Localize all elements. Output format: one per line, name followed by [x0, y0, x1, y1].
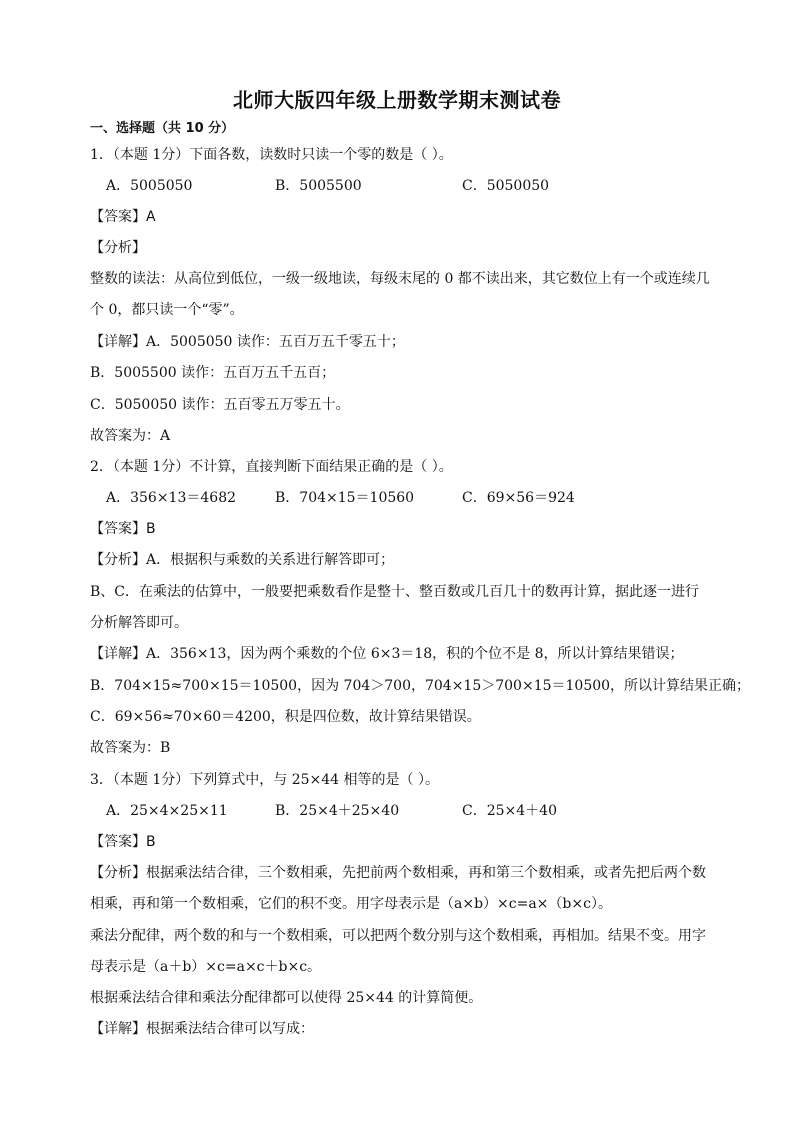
q3-analysis-line: 乘法分配律，两个数的和与一个数相乘，可以把两个数分别与这个数相乘，再相加。结果不变。用字 — [90, 928, 706, 944]
q3-detail-line: 【详解】根据乘法结合律可以写成： — [90, 1021, 314, 1037]
q3-option-a: A．25×4×25×11 — [106, 803, 228, 819]
q1-option-b: B．5005500 — [275, 178, 362, 194]
q2-answer: 【答案】B — [90, 521, 156, 537]
q3-answer: 【答案】B — [90, 834, 156, 850]
q2-option-b: B．704×15＝10560 — [275, 490, 415, 506]
q1-analysis-line: 整数的读法：从高位到低位，一级一级地读，每级末尾的 0 都不读出来，其它数位上有一个或连续几 — [90, 271, 710, 287]
q1-detail-line: 【详解】A．5005050 读作：五百万五千零五十； — [90, 334, 405, 350]
q3-analysis-line: 【分析】根据乘法结合律，三个数相乘，先把前两个数相乘，再和第三个数相乘，或者先把后两个数 — [90, 865, 706, 881]
q2-analysis-line: 分析解答即可。 — [90, 615, 188, 631]
q1-option-a: A．5005050 — [106, 178, 193, 194]
q1-option-c: C．5050050 — [462, 178, 550, 194]
q2-detail-line: C．69×56≈70×60＝4200，积是四位数，故计算结果错误。 — [90, 709, 481, 725]
q2-analysis-line: 【分析】A．根据积与乘数的关系进行解答即可； — [90, 552, 395, 568]
q3-stem: 3．（本题 1分）下列算式中，与 25×44 相等的是（ ）。 — [90, 772, 439, 788]
q2-detail-line: 【详解】A．356×13，因为两个乘数的个位 6×3＝18，积的个位不是 8，所以计算结果错误； — [90, 646, 684, 662]
section-heading: 一、选择题（共 10 分） — [90, 121, 235, 136]
q2-analysis-line: B、C．在乘法的估算中，一般要把乘数看作是整十、整百数或几百几十的数再计算，据此逐一进行 — [90, 584, 699, 600]
q1-analysis-tag: 【分析】 — [90, 240, 146, 256]
q1-detail-line: C．5050050 读作：五百零五万零五十。 — [90, 397, 350, 413]
q1-conclusion: 故答案为：A — [90, 428, 171, 444]
q3-option-c: C．25×4＋40 — [462, 803, 557, 819]
q2-option-c: C．69×56＝924 — [462, 490, 575, 506]
q1-detail-line: B．5005500 读作：五百万五千五百； — [90, 365, 336, 381]
q1-analysis-line: 个 0，都只读一个“零”。 — [90, 302, 244, 318]
q1-answer: 【答案】A — [90, 209, 156, 225]
q2-conclusion: 故答案为：B — [90, 740, 171, 756]
q3-analysis-line: 母表示是（a＋b）×c=a×c＋b×c。 — [90, 959, 322, 975]
q2-option-a: A．356×13＝4682 — [106, 490, 237, 506]
q3-option-b: B．25×4＋25×40 — [275, 803, 400, 819]
q2-detail-line: B．704×15≈700×15＝10500，因为 704＞700，704×15＞700×15＝10500，所以计算结果正确； — [90, 678, 751, 694]
q2-stem: 2．（本题 1分）不计算，直接判断下面结果正确的是（ ）。 — [90, 459, 453, 475]
q1-stem: 1．（本题 1分）下面各数，读数时只读一个零的数是（ ）。 — [90, 147, 453, 163]
page-title: 北师大版四年级上册数学期末测试卷 — [233, 88, 561, 112]
q3-analysis-line: 根据乘法结合律和乘法分配律都可以使得 25×44 的计算简便。 — [90, 990, 483, 1006]
q3-analysis-line: 相乘，再和第一个数相乘，它们的积不变。用字母表示是（a×b）×c=a×（b×c）。 — [90, 896, 612, 912]
